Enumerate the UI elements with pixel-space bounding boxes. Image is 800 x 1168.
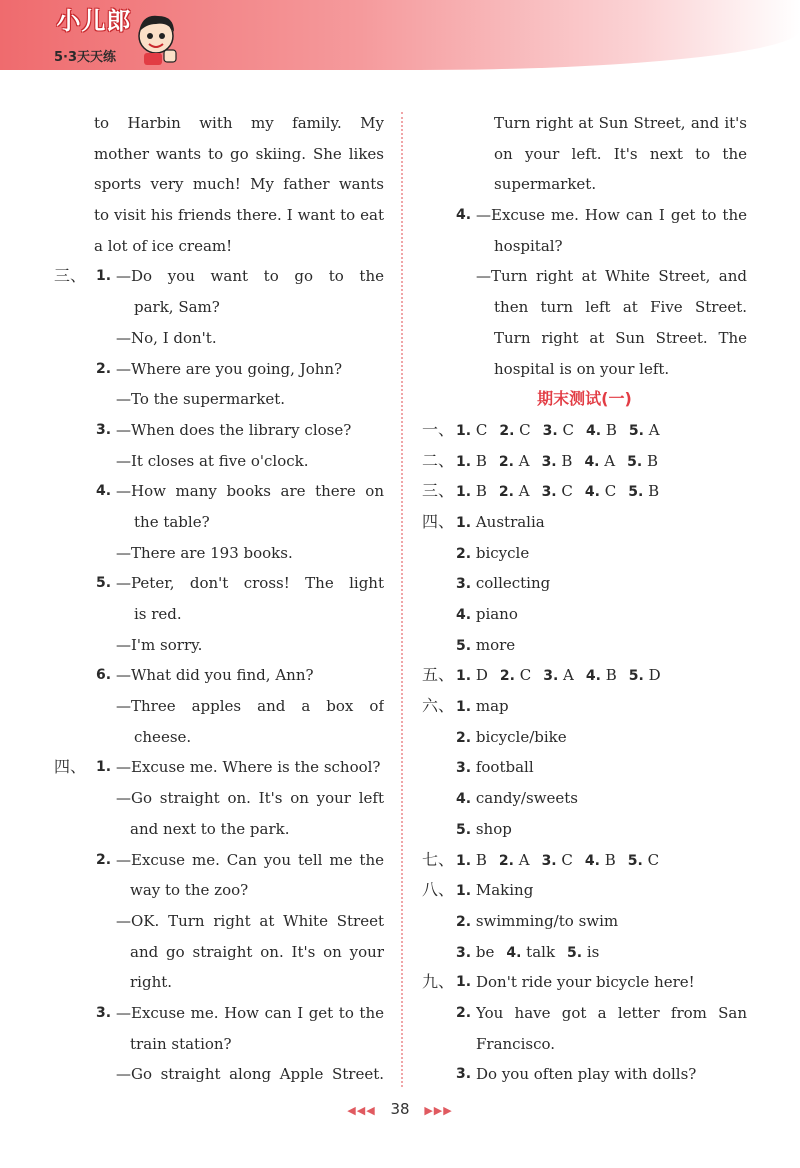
- item-number: 1.: [96, 268, 112, 285]
- answer: C: [604, 482, 617, 501]
- answer: be: [475, 942, 495, 961]
- item-number: 1.: [456, 453, 472, 470]
- item-number: 2.: [498, 453, 514, 470]
- item-number: 3.: [541, 453, 557, 470]
- text-line: the table?: [134, 512, 210, 531]
- item-number: 4.: [456, 207, 472, 224]
- item-number: 1.: [96, 759, 112, 776]
- answer-row-4-4: [456, 599, 747, 630]
- text-line: right.: [130, 973, 173, 992]
- text-line: Don't ride your bicycle here!: [476, 973, 695, 992]
- text-line: on your left. It's next to the: [494, 144, 747, 163]
- item-number: 5.: [627, 453, 643, 470]
- text-line: —Excuse me. Can you tell me the: [116, 850, 384, 869]
- section-marker: 九、: [422, 972, 455, 992]
- section-marker: 五、: [422, 665, 455, 685]
- text-line: —Go straight along Apple Street.: [116, 1065, 384, 1084]
- answer: C: [519, 420, 531, 439]
- section-3-item-3: [54, 415, 384, 446]
- text-line: —Turn right at White Street, and: [476, 267, 747, 286]
- item-number: 5.: [628, 668, 644, 685]
- section-3-item-6: [54, 660, 384, 691]
- item-number: 1.: [456, 852, 472, 869]
- item-number: 3.: [456, 1066, 472, 1083]
- text-line: Turn right at Sun Street, and it's: [494, 114, 747, 132]
- item-number: 1.: [456, 699, 472, 716]
- answer: Making: [475, 881, 534, 900]
- item-number: 5.: [627, 852, 643, 869]
- item-number: 1.: [456, 484, 472, 501]
- text-line: then turn left at Five Street.: [494, 298, 747, 317]
- answer: A: [518, 482, 530, 501]
- item-number: 4.: [456, 607, 472, 623]
- left-column: [54, 108, 384, 1090]
- answer: B: [561, 451, 573, 470]
- item-number: 3.: [541, 484, 557, 501]
- page-footer: [0, 1100, 800, 1118]
- item-number: 4.: [584, 453, 600, 470]
- answer: swimming/to swim: [475, 911, 619, 930]
- answer: is: [586, 942, 600, 961]
- item-number: 4.: [506, 944, 522, 961]
- answer: B: [604, 850, 616, 869]
- answer: talk: [526, 942, 556, 961]
- answer: B: [605, 420, 617, 439]
- section-4-item-2: [54, 845, 384, 876]
- text-line: cheese.: [134, 727, 192, 746]
- text-line: —Peter, don't cross! The light: [116, 574, 384, 593]
- answer: bicycle: [475, 543, 530, 562]
- text-line: —To the supermarket.: [116, 390, 286, 409]
- answer-row-8-3: [456, 937, 747, 968]
- text-line: hospital?: [494, 236, 563, 255]
- text-line: —Excuse me. How can I get to the: [476, 206, 747, 225]
- item-number: 2.: [498, 852, 514, 869]
- section-4-item-3: [54, 998, 384, 1029]
- answer: C: [475, 420, 488, 439]
- answer: piano: [475, 605, 518, 623]
- exam-title: 期末测试(一): [537, 389, 632, 409]
- section-marker: 二、: [422, 450, 455, 470]
- text-line: hospital is on your left.: [494, 359, 670, 378]
- right-column: [422, 108, 747, 1090]
- answer: B: [605, 666, 617, 685]
- item-number: 5.: [628, 484, 644, 501]
- answer: C: [562, 420, 574, 439]
- text-line: mother wants to go skiing. She likes: [94, 144, 384, 163]
- item-number: 2.: [498, 484, 514, 501]
- answer-row-6-4: [456, 783, 747, 814]
- answer: B: [646, 451, 658, 470]
- answer-row-6-1: [422, 691, 747, 722]
- answer: A: [563, 666, 574, 685]
- item-number: 2.: [96, 360, 112, 377]
- item-number: 5.: [567, 944, 583, 961]
- text-line: and go straight on. It's on your: [130, 942, 384, 961]
- item-number: 3.: [456, 944, 472, 961]
- answer-row-4-5: [456, 630, 747, 661]
- text-line: park, Sam?: [134, 298, 220, 317]
- answer: map: [475, 697, 509, 716]
- answer: B: [648, 482, 660, 501]
- section-3-item-2: [54, 354, 384, 385]
- answer-row-4-3: [456, 568, 747, 599]
- section-marker: 八、: [422, 880, 455, 900]
- answer-row-8-1: [422, 875, 747, 906]
- logo-subtitle: 5·3天天练: [54, 50, 117, 65]
- text-line: —Do you want to go to the: [116, 267, 384, 286]
- item-number: 2.: [456, 545, 472, 562]
- item-number: 3.: [541, 852, 557, 869]
- answer-row-7: [422, 845, 747, 876]
- section-marker: 七、: [422, 849, 455, 869]
- item-number: 2.: [456, 913, 472, 930]
- item-number: 3.: [96, 421, 112, 438]
- item-number: 3.: [543, 668, 559, 685]
- section-marker: 六、: [422, 696, 455, 716]
- text-line: Do you often play with dolls?: [476, 1065, 697, 1084]
- item-number: 5.: [96, 575, 112, 592]
- item-number: 3.: [456, 576, 472, 593]
- answer-row-6-5: [456, 814, 747, 845]
- text-line: —How many books are there on: [116, 482, 384, 501]
- answer-row-3: [422, 476, 747, 507]
- text-line: —What did you find, Ann?: [116, 666, 314, 685]
- item-number: 1.: [456, 883, 472, 900]
- section-3-item-1: [54, 261, 384, 292]
- section-marker: 四、: [54, 757, 87, 777]
- item-number: 2.: [499, 668, 515, 685]
- answer: D: [475, 666, 488, 685]
- text-line: —When does the library close?: [116, 420, 352, 439]
- right-arrows-icon: ▶▶▶: [424, 1104, 453, 1117]
- text-line: —No, I don't.: [116, 328, 217, 347]
- item-number: 4.: [585, 422, 602, 439]
- section-marker: 一、: [422, 419, 455, 439]
- item-number: 2.: [456, 1004, 472, 1021]
- item-number: 5.: [456, 637, 472, 654]
- item-number: 5.: [628, 422, 644, 439]
- text-line: and next to the park.: [130, 819, 290, 838]
- text-line: —It closes at five o'clock.: [116, 451, 309, 470]
- text-line: way to the zoo?: [130, 881, 249, 900]
- text-line: —Three apples and a box of: [116, 697, 384, 716]
- answer-row-2: [422, 446, 747, 477]
- item-number: 4.: [456, 791, 472, 808]
- text-line: a lot of ice cream!: [94, 236, 233, 255]
- column-divider: [401, 112, 403, 1087]
- answer: football: [475, 758, 534, 777]
- answer: A: [518, 850, 530, 869]
- answer-row-6-2: [456, 722, 747, 753]
- answer: C: [647, 850, 660, 869]
- answer-row-9-2: [422, 998, 747, 1029]
- section-marker: 三、: [54, 266, 87, 286]
- boy-thumbs-up-icon: [134, 10, 180, 66]
- text-line: —Excuse me. Where is the school?: [116, 758, 381, 777]
- answer-row-6-3: [456, 752, 747, 783]
- answer: more: [475, 635, 516, 654]
- text-line: —OK. Turn right at White Street: [116, 911, 384, 930]
- text-line: Turn right at Sun Street. The: [494, 328, 747, 347]
- text-line: to visit his friends there. I want to eat: [94, 206, 384, 225]
- answer: C: [519, 666, 532, 685]
- item-number: 2.: [499, 422, 515, 439]
- answer: B: [475, 850, 487, 869]
- answer-row-9-3: [422, 1059, 747, 1090]
- item-number: 1.: [456, 514, 472, 531]
- logo-title: 小儿郎: [56, 7, 132, 35]
- item-number: 1.: [456, 974, 472, 991]
- item-number: 3.: [96, 1004, 112, 1021]
- answer: candy/sweets: [475, 789, 578, 808]
- answer: collecting: [475, 574, 551, 593]
- page-number: 38: [390, 1100, 410, 1118]
- item-number: 6.: [96, 667, 112, 684]
- page-header: [0, 0, 800, 70]
- answer: shop: [475, 819, 512, 838]
- answer-row-5: [422, 660, 747, 691]
- text-line: Francisco.: [476, 1034, 556, 1053]
- answer: A: [518, 451, 530, 470]
- item-number: 2.: [96, 851, 112, 868]
- answer: A: [648, 420, 660, 439]
- answer: A: [604, 451, 616, 470]
- answer-row-4-1: [422, 507, 747, 538]
- answer: bicycle/bike: [475, 727, 567, 746]
- answer: B: [475, 451, 487, 470]
- answer: D: [648, 666, 661, 685]
- item-number: 4.: [96, 483, 112, 500]
- section-3-item-5: [54, 568, 384, 599]
- text-line: —There are 193 books.: [116, 543, 293, 562]
- text-line: is red.: [134, 605, 182, 623]
- answer-row-1: [422, 415, 747, 446]
- item-number: 3.: [456, 760, 472, 777]
- section-3-item-4: [54, 476, 384, 507]
- answer-row-4-2: [456, 538, 747, 569]
- item-number: 4.: [584, 852, 600, 869]
- text-line: —Go straight on. It's on your left: [116, 789, 384, 808]
- item-number: 3.: [542, 422, 558, 439]
- dialogue-item-4: [422, 200, 747, 231]
- text-line: sports very much! My father wants: [94, 175, 384, 194]
- text-line: supermarket.: [494, 175, 597, 194]
- text-line: —I'm sorry.: [116, 635, 203, 654]
- text-line: to Harbin with my family. My: [94, 114, 384, 132]
- item-number: 5.: [456, 821, 472, 838]
- answer: C: [561, 850, 573, 869]
- item-number: 2.: [456, 729, 472, 746]
- item-number: 1.: [456, 422, 472, 439]
- left-arrows-icon: ◀◀◀: [347, 1104, 376, 1117]
- section-marker: 四、: [422, 511, 455, 531]
- item-number: 1.: [456, 668, 472, 685]
- answer: B: [475, 482, 487, 501]
- section-marker: 三、: [422, 481, 455, 501]
- text-line: train station?: [130, 1034, 232, 1053]
- answer: C: [561, 482, 573, 501]
- item-number: 4.: [584, 484, 600, 501]
- text-line: —Excuse me. How can I get to the: [116, 1003, 384, 1022]
- answer-row-8-2: [456, 906, 747, 937]
- answer-row-9-1: [422, 967, 747, 998]
- answer: Australia: [475, 512, 545, 531]
- text-line: —Where are you going, John?: [116, 359, 343, 378]
- section-4-item-1: [54, 752, 384, 783]
- item-number: 4.: [585, 668, 601, 685]
- text-line: You have got a letter from San: [476, 1003, 747, 1022]
